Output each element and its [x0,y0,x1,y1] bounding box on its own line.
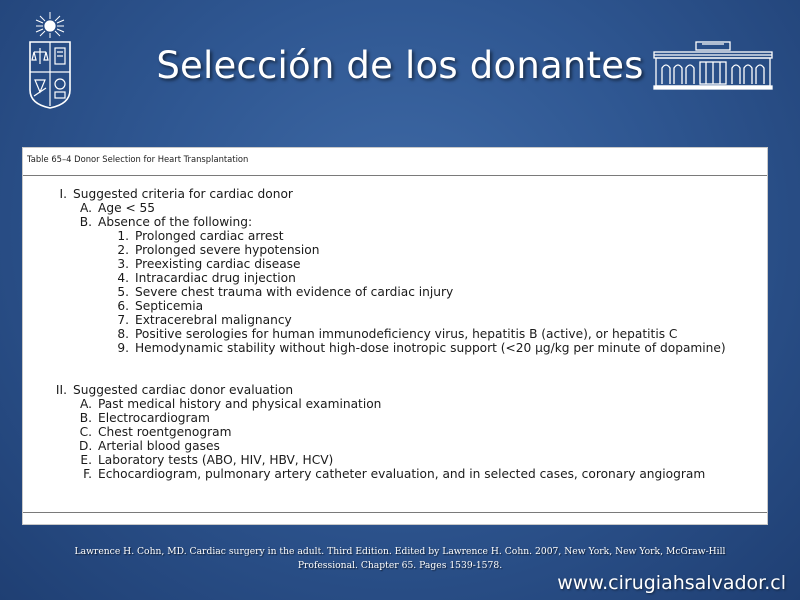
table-top-rule [23,175,767,176]
subitem-row [23,271,763,285]
item-row [23,411,763,425]
citation-line-2: Professional. Chapter 65. Pages 1539-1578. [297,560,503,571]
subitem-label: Severe chest trauma with evidence of cardiac injury [135,285,454,299]
subitem-row [23,285,763,299]
item-row [23,215,763,229]
subitem-row [23,313,763,327]
table-caption: Table 65–4 Donor Selection for Heart Transplantation [27,154,249,164]
subitem-row [23,229,763,243]
item-label: Chest roentgenogram [98,425,232,439]
subitem-row [23,243,763,257]
section-label: Suggested criteria for cardiac donor [73,187,293,201]
slide-title: Selección de los donantes [156,44,644,87]
item-number: E. [80,453,92,467]
subitem-label: Prolonged cardiac arrest [135,229,284,243]
section-number: II. [55,383,67,397]
subitem-number: 7. [117,313,129,327]
section-row [23,187,763,201]
subitem-number: 6. [117,299,129,313]
item-number: B. [79,215,92,229]
item-row [23,425,763,439]
subitem-row [23,327,763,341]
item-label: Past medical history and physical examination [98,397,382,411]
item-number: A. [80,397,92,411]
citation [30,545,770,573]
subitem-label: Prolonged severe hypotension [135,243,320,257]
subitem-label: Intracardiac drug injection [135,271,296,285]
subitem-number: 5. [117,285,129,299]
subitem-label: Extracerebral malignancy [135,313,292,327]
item-number: B. [79,411,92,425]
section-number: I. [59,187,67,201]
subitem-number: 1. [117,229,129,243]
item-label: Laboratory tests (ABO, HIV, HBV, HCV) [98,453,334,467]
item-number: A. [80,201,92,215]
item-number: F. [83,467,92,481]
donor-selection-table [22,147,768,525]
section-row [23,383,763,397]
item-label: Electrocardiogram [98,411,210,425]
subitem-label: Positive serologies for human immunodeficiency virus, hepatitis B (active), or hepatitis C [135,327,678,341]
item-number: C. [79,425,92,439]
item-label: Age < 55 [98,201,156,215]
subitem-row [23,299,763,313]
citation-line-1: Lawrence H. Cohn, MD. Cardiac surgery in the adult. Third Edition. Edited by Lawrence H. Cohn. 2007, New York, New York, McGraw-Hill [74,546,726,557]
subitem-number: 8. [117,327,129,341]
subitem-label: Preexisting cardiac disease [135,257,301,271]
subitem-label: Septicemia [135,299,204,313]
subitem-number: 2. [117,243,129,257]
item-row [23,397,763,411]
subitem-number: 9. [117,341,129,355]
section-label: Suggested cardiac donor evaluation [73,383,294,397]
section-spacer [23,369,763,383]
item-row [23,201,763,215]
website-link[interactable]: www.cirugiahsalvador.cl [557,572,786,594]
table-body [23,187,763,481]
item-number: D. [79,439,93,453]
item-row [23,453,763,467]
subitem-row [23,341,763,355]
item-label: Absence of the following: [98,215,253,229]
item-label: Echocardiogram, pulmonary artery catheter evaluation, and in selected cases, coronary angiogram [98,467,706,481]
subitem-number: 4. [117,271,129,285]
item-row [23,467,763,481]
subitem-label: Hemodynamic stability without high-dose inotropic support (<20 µg/kg per minute of dopamine) [135,341,726,355]
subitem-row [23,257,763,271]
table-bottom-rule [23,512,767,513]
item-label: Arterial blood gases [98,439,220,453]
item-row [23,439,763,453]
section-spacer [23,355,763,369]
subitem-number: 3. [117,257,129,271]
